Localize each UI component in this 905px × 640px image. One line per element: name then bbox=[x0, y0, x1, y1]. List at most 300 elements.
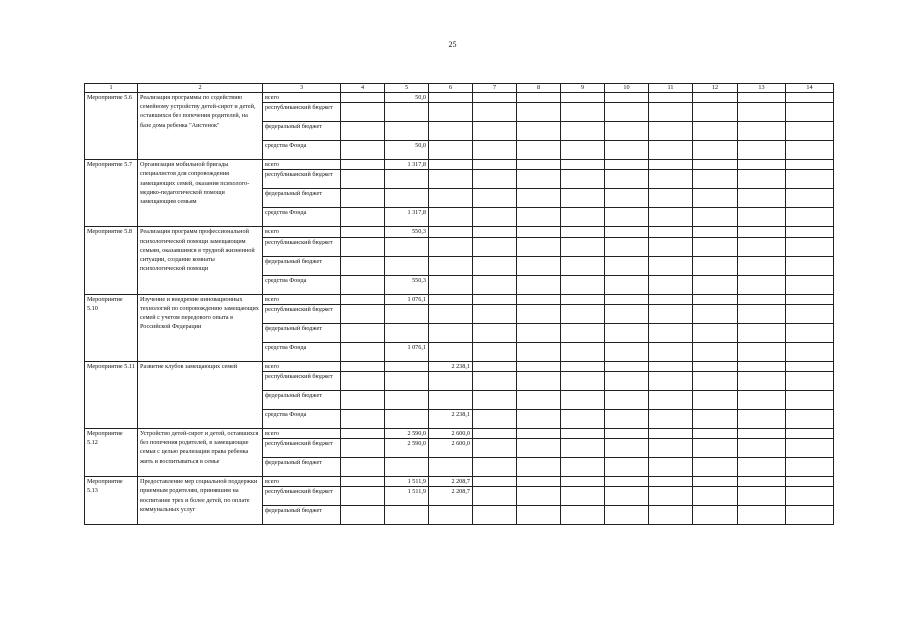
column-number-10: 10 bbox=[605, 84, 649, 93]
value-cell-col-12 bbox=[693, 391, 738, 410]
value-cell-col-9 bbox=[561, 208, 605, 227]
column-number-11: 11 bbox=[649, 84, 693, 93]
value-cell-col-14 bbox=[786, 141, 834, 160]
funding-source: республиканский бюджет bbox=[263, 304, 341, 323]
value-cell-col-8 bbox=[517, 477, 561, 487]
value-cell-col-8 bbox=[517, 237, 561, 256]
value-cell-col-8 bbox=[517, 487, 561, 506]
funding-source: средства Фонда bbox=[263, 342, 341, 361]
value-cell-col-9 bbox=[561, 477, 605, 487]
value-cell-col-11 bbox=[649, 304, 693, 323]
value-cell-col-11 bbox=[649, 439, 693, 458]
funding-source: федеральный бюджет bbox=[263, 391, 341, 410]
funding-source: всего bbox=[263, 160, 341, 170]
value-cell-col-12 bbox=[693, 189, 738, 208]
value-cell-col-4 bbox=[341, 458, 385, 477]
value-cell-col-13 bbox=[738, 410, 786, 429]
value-cell-col-5 bbox=[385, 189, 429, 208]
value-cell-col-14 bbox=[786, 506, 834, 525]
value-cell-col-10 bbox=[605, 361, 649, 371]
value-cell-col-12 bbox=[693, 275, 738, 294]
column-number-12: 12 bbox=[693, 84, 738, 93]
value-cell-col-5: 1 076,1 bbox=[385, 294, 429, 304]
value-cell-col-14 bbox=[786, 294, 834, 304]
value-cell-col-10 bbox=[605, 372, 649, 391]
value-cell-col-8 bbox=[517, 361, 561, 371]
value-cell-col-5 bbox=[385, 103, 429, 122]
funding-source: федеральный бюджет bbox=[263, 458, 341, 477]
value-cell-col-12 bbox=[693, 170, 738, 189]
value-cell-col-5: 1 076,1 bbox=[385, 342, 429, 361]
value-cell-col-5: 550,3 bbox=[385, 275, 429, 294]
value-cell-col-10 bbox=[605, 256, 649, 275]
activity-name: Изучение и внедрение инновационных технологий по сопровождению замещающих семей с учетом передового опыта в Российской Федерации bbox=[138, 294, 263, 361]
value-cell-col-7 bbox=[473, 361, 517, 371]
value-cell-col-10 bbox=[605, 294, 649, 304]
value-cell-col-12 bbox=[693, 304, 738, 323]
value-cell-col-6 bbox=[429, 227, 473, 237]
value-cell-col-7 bbox=[473, 256, 517, 275]
value-cell-col-8 bbox=[517, 103, 561, 122]
value-cell-col-12 bbox=[693, 458, 738, 477]
value-cell-col-8 bbox=[517, 304, 561, 323]
value-cell-col-10 bbox=[605, 439, 649, 458]
value-cell-col-12 bbox=[693, 477, 738, 487]
value-cell-col-8 bbox=[517, 429, 561, 439]
value-cell-col-8 bbox=[517, 410, 561, 429]
value-cell-col-8 bbox=[517, 342, 561, 361]
value-cell-col-14 bbox=[786, 189, 834, 208]
value-cell-col-8 bbox=[517, 170, 561, 189]
value-cell-col-13 bbox=[738, 189, 786, 208]
value-cell-col-6 bbox=[429, 208, 473, 227]
value-cell-col-6 bbox=[429, 93, 473, 103]
value-cell-col-4 bbox=[341, 429, 385, 439]
value-cell-col-7 bbox=[473, 429, 517, 439]
value-cell-col-11 bbox=[649, 487, 693, 506]
value-cell-col-5 bbox=[385, 410, 429, 429]
value-cell-col-13 bbox=[738, 429, 786, 439]
value-cell-col-7 bbox=[473, 160, 517, 170]
value-cell-col-5 bbox=[385, 323, 429, 342]
value-cell-col-11 bbox=[649, 275, 693, 294]
value-cell-col-14 bbox=[786, 304, 834, 323]
value-cell-col-9 bbox=[561, 439, 605, 458]
column-number-row bbox=[85, 84, 834, 93]
value-cell-col-4 bbox=[341, 189, 385, 208]
value-cell-col-10 bbox=[605, 458, 649, 477]
value-cell-col-11 bbox=[649, 256, 693, 275]
value-cell-col-10 bbox=[605, 208, 649, 227]
value-cell-col-11 bbox=[649, 294, 693, 304]
value-cell-col-9 bbox=[561, 429, 605, 439]
activity-name: Реализация программы по содействию семейному устройству детей-сирот и детей, оставшихся без попечения родителей, на базе дома ребенка "Аистенок" bbox=[138, 93, 263, 160]
value-cell-col-5: 1 317,8 bbox=[385, 208, 429, 227]
column-number-13: 13 bbox=[738, 84, 786, 93]
value-cell-col-11 bbox=[649, 477, 693, 487]
value-cell-col-10 bbox=[605, 391, 649, 410]
value-cell-col-6 bbox=[429, 103, 473, 122]
value-cell-col-7 bbox=[473, 93, 517, 103]
value-cell-col-10 bbox=[605, 275, 649, 294]
value-cell-col-10 bbox=[605, 160, 649, 170]
value-cell-col-4 bbox=[341, 304, 385, 323]
value-cell-col-7 bbox=[473, 372, 517, 391]
value-cell-col-12 bbox=[693, 487, 738, 506]
value-cell-col-14 bbox=[786, 170, 834, 189]
value-cell-col-8 bbox=[517, 160, 561, 170]
value-cell-col-6 bbox=[429, 294, 473, 304]
value-cell-col-13 bbox=[738, 304, 786, 323]
value-cell-col-9 bbox=[561, 170, 605, 189]
value-cell-col-6: 2 208,7 bbox=[429, 477, 473, 487]
value-cell-col-14 bbox=[786, 487, 834, 506]
value-cell-col-11 bbox=[649, 93, 693, 103]
value-cell-col-6 bbox=[429, 458, 473, 477]
value-cell-col-8 bbox=[517, 189, 561, 208]
value-cell-col-8 bbox=[517, 141, 561, 160]
activity-name: Реализация программ профессиональной психологической помощи замещающим семьям, оказавшимся в трудной жизненной ситуации, создание комнаты психологической помощи bbox=[138, 227, 263, 294]
value-cell-col-4 bbox=[341, 391, 385, 410]
funding-source: всего bbox=[263, 477, 341, 487]
value-cell-col-13 bbox=[738, 391, 786, 410]
value-cell-col-6 bbox=[429, 323, 473, 342]
value-cell-col-10 bbox=[605, 122, 649, 141]
value-cell-col-10 bbox=[605, 103, 649, 122]
value-cell-col-7 bbox=[473, 237, 517, 256]
value-cell-col-6 bbox=[429, 342, 473, 361]
value-cell-col-4 bbox=[341, 170, 385, 189]
value-cell-col-5: 2 590,0 bbox=[385, 429, 429, 439]
value-cell-col-7 bbox=[473, 227, 517, 237]
value-cell-col-11 bbox=[649, 208, 693, 227]
value-cell-col-12 bbox=[693, 103, 738, 122]
value-cell-col-9 bbox=[561, 141, 605, 160]
value-cell-col-12 bbox=[693, 506, 738, 525]
value-cell-col-6 bbox=[429, 372, 473, 391]
value-cell-col-10 bbox=[605, 429, 649, 439]
funding-source: федеральный бюджет bbox=[263, 122, 341, 141]
value-cell-col-7 bbox=[473, 506, 517, 525]
value-cell-col-13 bbox=[738, 93, 786, 103]
value-cell-col-6 bbox=[429, 304, 473, 323]
funding-source: республиканский бюджет bbox=[263, 439, 341, 458]
activity-code: Мероприятие 5.11 bbox=[85, 361, 138, 428]
value-cell-col-14 bbox=[786, 458, 834, 477]
table-row bbox=[85, 93, 834, 103]
column-number-1: 1 bbox=[85, 84, 138, 93]
value-cell-col-12 bbox=[693, 256, 738, 275]
value-cell-col-6 bbox=[429, 122, 473, 141]
value-cell-col-13 bbox=[738, 342, 786, 361]
value-cell-col-7 bbox=[473, 342, 517, 361]
value-cell-col-9 bbox=[561, 304, 605, 323]
value-cell-col-4 bbox=[341, 439, 385, 458]
value-cell-col-10 bbox=[605, 506, 649, 525]
value-cell-col-4 bbox=[341, 208, 385, 227]
value-cell-col-11 bbox=[649, 429, 693, 439]
page-number: 25 bbox=[448, 40, 457, 49]
value-cell-col-8 bbox=[517, 122, 561, 141]
budget-table bbox=[84, 83, 834, 525]
value-cell-col-10 bbox=[605, 170, 649, 189]
value-cell-col-6 bbox=[429, 189, 473, 208]
value-cell-col-4 bbox=[341, 275, 385, 294]
funding-source: средства Фонда bbox=[263, 208, 341, 227]
value-cell-col-6 bbox=[429, 256, 473, 275]
value-cell-col-6 bbox=[429, 170, 473, 189]
funding-source: средства Фонда bbox=[263, 410, 341, 429]
value-cell-col-12 bbox=[693, 323, 738, 342]
funding-source: средства Фонда bbox=[263, 275, 341, 294]
value-cell-col-9 bbox=[561, 189, 605, 208]
value-cell-col-13 bbox=[738, 237, 786, 256]
value-cell-col-12 bbox=[693, 372, 738, 391]
value-cell-col-5 bbox=[385, 458, 429, 477]
value-cell-col-9 bbox=[561, 323, 605, 342]
funding-source: республиканский бюджет bbox=[263, 103, 341, 122]
column-number-9: 9 bbox=[561, 84, 605, 93]
value-cell-col-9 bbox=[561, 342, 605, 361]
value-cell-col-4 bbox=[341, 294, 385, 304]
value-cell-col-5: 50,0 bbox=[385, 93, 429, 103]
value-cell-col-5 bbox=[385, 391, 429, 410]
value-cell-col-9 bbox=[561, 410, 605, 429]
value-cell-col-12 bbox=[693, 208, 738, 227]
value-cell-col-7 bbox=[473, 323, 517, 342]
value-cell-col-13 bbox=[738, 323, 786, 342]
column-number-8: 8 bbox=[517, 84, 561, 93]
value-cell-col-14 bbox=[786, 160, 834, 170]
value-cell-col-5 bbox=[385, 237, 429, 256]
value-cell-col-10 bbox=[605, 410, 649, 429]
value-cell-col-5 bbox=[385, 361, 429, 371]
value-cell-col-14 bbox=[786, 391, 834, 410]
activity-code: Мероприятие 5.8 bbox=[85, 227, 138, 294]
value-cell-col-14 bbox=[786, 93, 834, 103]
value-cell-col-4 bbox=[341, 122, 385, 141]
table-row bbox=[85, 429, 834, 439]
value-cell-col-4 bbox=[341, 237, 385, 256]
value-cell-col-14 bbox=[786, 323, 834, 342]
value-cell-col-8 bbox=[517, 208, 561, 227]
value-cell-col-12 bbox=[693, 410, 738, 429]
value-cell-col-4 bbox=[341, 487, 385, 506]
value-cell-col-5 bbox=[385, 506, 429, 525]
value-cell-col-9 bbox=[561, 487, 605, 506]
value-cell-col-8 bbox=[517, 93, 561, 103]
value-cell-col-12 bbox=[693, 294, 738, 304]
value-cell-col-12 bbox=[693, 237, 738, 256]
value-cell-col-8 bbox=[517, 506, 561, 525]
value-cell-col-13 bbox=[738, 275, 786, 294]
value-cell-col-13 bbox=[738, 361, 786, 371]
activity-name: Организация мобильной бригады специалистов для сопровождения замещающих семей, оказания психолого-медико-педагогической помощи замещающим семьям bbox=[138, 160, 263, 227]
value-cell-col-12 bbox=[693, 227, 738, 237]
value-cell-col-10 bbox=[605, 477, 649, 487]
table-row bbox=[85, 361, 834, 371]
value-cell-col-12 bbox=[693, 439, 738, 458]
value-cell-col-6 bbox=[429, 237, 473, 256]
value-cell-col-10 bbox=[605, 342, 649, 361]
value-cell-col-12 bbox=[693, 160, 738, 170]
value-cell-col-12 bbox=[693, 93, 738, 103]
value-cell-col-5: 1 317,8 bbox=[385, 160, 429, 170]
value-cell-col-5: 1 511,9 bbox=[385, 477, 429, 487]
value-cell-col-14 bbox=[786, 227, 834, 237]
value-cell-col-6 bbox=[429, 391, 473, 410]
funding-source: республиканский бюджет bbox=[263, 170, 341, 189]
funding-source: республиканский бюджет bbox=[263, 372, 341, 391]
table-row bbox=[85, 160, 834, 170]
value-cell-col-4 bbox=[341, 506, 385, 525]
value-cell-col-13 bbox=[738, 256, 786, 275]
value-cell-col-11 bbox=[649, 361, 693, 371]
value-cell-col-7 bbox=[473, 189, 517, 208]
value-cell-col-9 bbox=[561, 227, 605, 237]
value-cell-col-6 bbox=[429, 160, 473, 170]
value-cell-col-7 bbox=[473, 391, 517, 410]
value-cell-col-4 bbox=[341, 103, 385, 122]
value-cell-col-6: 2 238,1 bbox=[429, 410, 473, 429]
value-cell-col-5: 50,0 bbox=[385, 141, 429, 160]
value-cell-col-7 bbox=[473, 487, 517, 506]
value-cell-col-11 bbox=[649, 237, 693, 256]
value-cell-col-10 bbox=[605, 227, 649, 237]
value-cell-col-11 bbox=[649, 227, 693, 237]
value-cell-col-7 bbox=[473, 122, 517, 141]
value-cell-col-6: 2 600,0 bbox=[429, 439, 473, 458]
value-cell-col-8 bbox=[517, 227, 561, 237]
value-cell-col-10 bbox=[605, 304, 649, 323]
value-cell-col-5 bbox=[385, 170, 429, 189]
value-cell-col-10 bbox=[605, 487, 649, 506]
value-cell-col-9 bbox=[561, 391, 605, 410]
value-cell-col-13 bbox=[738, 160, 786, 170]
value-cell-col-4 bbox=[341, 93, 385, 103]
value-cell-col-8 bbox=[517, 323, 561, 342]
value-cell-col-13 bbox=[738, 477, 786, 487]
value-cell-col-12 bbox=[693, 342, 738, 361]
value-cell-col-13 bbox=[738, 208, 786, 227]
value-cell-col-13 bbox=[738, 372, 786, 391]
value-cell-col-7 bbox=[473, 103, 517, 122]
column-number-14: 14 bbox=[786, 84, 834, 93]
value-cell-col-12 bbox=[693, 429, 738, 439]
value-cell-col-7 bbox=[473, 294, 517, 304]
funding-source: федеральный бюджет bbox=[263, 189, 341, 208]
value-cell-col-9 bbox=[561, 506, 605, 525]
value-cell-col-13 bbox=[738, 458, 786, 477]
value-cell-col-12 bbox=[693, 141, 738, 160]
table-row bbox=[85, 227, 834, 237]
value-cell-col-4 bbox=[341, 160, 385, 170]
value-cell-col-8 bbox=[517, 294, 561, 304]
value-cell-col-11 bbox=[649, 141, 693, 160]
value-cell-col-14 bbox=[786, 256, 834, 275]
value-cell-col-4 bbox=[341, 227, 385, 237]
value-cell-col-4 bbox=[341, 410, 385, 429]
funding-source: всего bbox=[263, 361, 341, 371]
value-cell-col-11 bbox=[649, 189, 693, 208]
value-cell-col-11 bbox=[649, 391, 693, 410]
value-cell-col-8 bbox=[517, 275, 561, 294]
value-cell-col-9 bbox=[561, 294, 605, 304]
value-cell-col-14 bbox=[786, 372, 834, 391]
value-cell-col-14 bbox=[786, 275, 834, 294]
value-cell-col-9 bbox=[561, 93, 605, 103]
value-cell-col-9 bbox=[561, 275, 605, 294]
value-cell-col-8 bbox=[517, 439, 561, 458]
value-cell-col-9 bbox=[561, 458, 605, 477]
value-cell-col-9 bbox=[561, 256, 605, 275]
value-cell-col-8 bbox=[517, 391, 561, 410]
value-cell-col-11 bbox=[649, 458, 693, 477]
value-cell-col-6: 2 238,1 bbox=[429, 361, 473, 371]
value-cell-col-5 bbox=[385, 372, 429, 391]
value-cell-col-11 bbox=[649, 506, 693, 525]
activity-code: Мероприятие 5.6 bbox=[85, 93, 138, 160]
value-cell-col-7 bbox=[473, 410, 517, 429]
value-cell-col-5: 1 511,9 bbox=[385, 487, 429, 506]
value-cell-col-9 bbox=[561, 361, 605, 371]
funding-source: всего bbox=[263, 93, 341, 103]
value-cell-col-11 bbox=[649, 103, 693, 122]
value-cell-col-6 bbox=[429, 506, 473, 525]
value-cell-col-14 bbox=[786, 429, 834, 439]
value-cell-col-5 bbox=[385, 122, 429, 141]
value-cell-col-4 bbox=[341, 141, 385, 160]
value-cell-col-5: 550,3 bbox=[385, 227, 429, 237]
value-cell-col-11 bbox=[649, 160, 693, 170]
value-cell-col-7 bbox=[473, 141, 517, 160]
value-cell-col-10 bbox=[605, 93, 649, 103]
column-number-6: 6 bbox=[429, 84, 473, 93]
value-cell-col-14 bbox=[786, 237, 834, 256]
value-cell-col-11 bbox=[649, 170, 693, 189]
funding-source: всего bbox=[263, 227, 341, 237]
value-cell-col-11 bbox=[649, 323, 693, 342]
value-cell-col-7 bbox=[473, 170, 517, 189]
value-cell-col-9 bbox=[561, 237, 605, 256]
funding-source: федеральный бюджет bbox=[263, 506, 341, 525]
value-cell-col-4 bbox=[341, 342, 385, 361]
value-cell-col-14 bbox=[786, 342, 834, 361]
value-cell-col-9 bbox=[561, 122, 605, 141]
value-cell-col-6: 2 208,7 bbox=[429, 487, 473, 506]
value-cell-col-5: 2 590,0 bbox=[385, 439, 429, 458]
value-cell-col-11 bbox=[649, 410, 693, 429]
value-cell-col-14 bbox=[786, 361, 834, 371]
value-cell-col-7 bbox=[473, 304, 517, 323]
value-cell-col-4 bbox=[341, 323, 385, 342]
activity-code: Мероприятие 5.10 bbox=[85, 294, 138, 361]
activity-name: Устройство детей-сирот и детей, оставшихся без попечения родителей, в замещающие семьи с целью реализации права ребенка жить и воспитываться в семье bbox=[138, 429, 263, 477]
funding-source: федеральный бюджет bbox=[263, 256, 341, 275]
value-cell-col-10 bbox=[605, 141, 649, 160]
value-cell-col-9 bbox=[561, 160, 605, 170]
value-cell-col-14 bbox=[786, 103, 834, 122]
value-cell-col-13 bbox=[738, 439, 786, 458]
table-row bbox=[85, 294, 834, 304]
value-cell-col-7 bbox=[473, 458, 517, 477]
funding-source: республиканский бюджет bbox=[263, 487, 341, 506]
activity-code: Мероприятие 5.12 bbox=[85, 429, 138, 477]
value-cell-col-11 bbox=[649, 122, 693, 141]
value-cell-col-8 bbox=[517, 458, 561, 477]
column-number-7: 7 bbox=[473, 84, 517, 93]
value-cell-col-11 bbox=[649, 342, 693, 361]
